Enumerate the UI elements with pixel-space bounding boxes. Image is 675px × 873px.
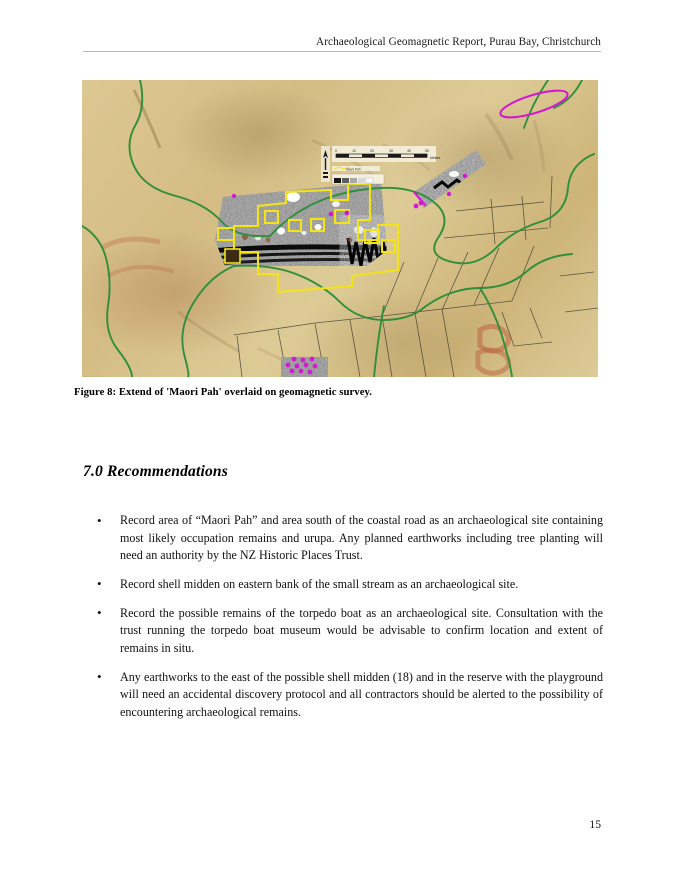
- list-item-text: Record the possible remains of the torpedo boat as an archaeological site. Consultation with the trust running the torpedo boat museum would be advisable to confirm location and extent of remains in situ.: [120, 605, 603, 655]
- list-item: [95, 669, 603, 722]
- figure-8: [82, 80, 598, 377]
- svg-text:30: 30: [389, 149, 393, 153]
- svg-text:10: 10: [352, 149, 356, 153]
- list-item: [95, 605, 603, 658]
- map-overlay-graphics: [82, 80, 598, 377]
- bullet-glyph: •: [97, 669, 102, 685]
- map-north-arrow: [321, 146, 330, 182]
- list-item-text: Record shell midden on eastern bank of the small stream as an archaeological site.: [120, 576, 519, 591]
- section-heading-recommendations: 7.0 Recommendations: [83, 463, 228, 480]
- svg-text:40: 40: [407, 149, 411, 153]
- page-number: 15: [589, 818, 601, 831]
- list-item-text: Any earthworks to the east of the possible shell midden (18) and in the reserve with the playground will need an accidental discovery protocol and all contractors should be alerted to the possibility of encountering archaeological remains.: [120, 669, 603, 719]
- list-item-text: Record area of “Maori Pah” and area south of the coastal road as an archaeological site containing most likely occupation remains and urupa. Any planned earthworks including tree planting will need an authority by the NZ Historic Places Trust.: [120, 513, 603, 563]
- bullet-glyph: •: [97, 576, 102, 592]
- header-title: Archaeological Geomagnetic Report, Purau Bay, Christchurch: [316, 36, 601, 48]
- svg-text:50: 50: [425, 149, 429, 153]
- bullet-glyph: •: [97, 605, 102, 621]
- map-scale-bar: [332, 146, 441, 162]
- list-item: [95, 512, 603, 565]
- svg-text:Maori Pah: Maori Pah: [346, 167, 361, 172]
- map-legend: [332, 166, 384, 184]
- geomagnetic-survey-map: [82, 80, 598, 377]
- header-divider: [83, 51, 601, 52]
- svg-text:0: 0: [335, 149, 337, 153]
- recommendations-list: [95, 512, 603, 722]
- pah-feature-marker: [225, 249, 240, 263]
- figure-caption: Figure 8: Extend of 'Maori Pah' overlaid on geomagnetic survey.: [74, 386, 373, 398]
- page-header: [83, 36, 601, 52]
- list-item: [95, 576, 603, 594]
- svg-text:Meters: Meters: [430, 156, 441, 160]
- bullet-glyph: •: [97, 512, 102, 528]
- svg-text:20: 20: [370, 149, 374, 153]
